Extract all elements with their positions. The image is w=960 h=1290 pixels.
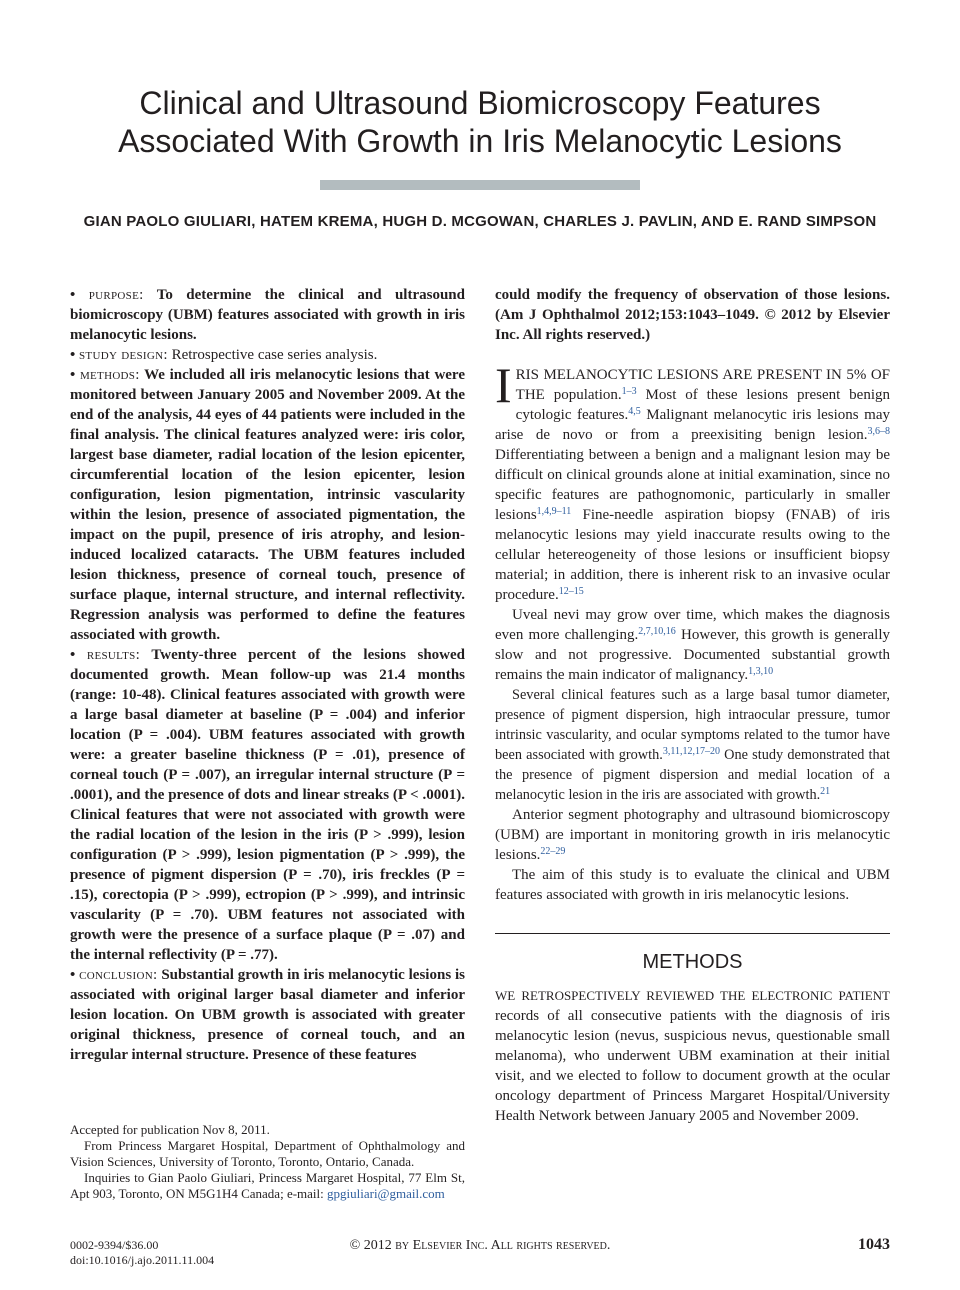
section-divider [495, 933, 890, 934]
intro-paragraph-4: Anterior segment photography and ultrasound biomicroscopy (UBM) are important in monitoring growth in iris melanocytic lesions.$^{22-29}$ [495, 807, 890, 863]
copyright-notice: © 2012 by Elsevier Inc. All rights reserved. [349, 1238, 611, 1253]
article-title: Clinical and Ultrasound Biomicroscopy Features Associated With Growth in Iris Melanocytic Lesions [118, 85, 842, 159]
intro-paragraph-1: IRIS MELANOCYTIC LESIONS ARE PRESENT IN 5% OF THE population.$^{1-3}$ Most of these lesions present benign cytologic features.$^{4,5}$ Malignant melanocytic iris lesions may arise de novo or from a preexisiting benign lesion.$^{3,6-8}$ Differentiating between a benign and a malignant lesion may be difficult on clinical grounds alone at initial examination, since no specific features are pathognomonic, particularly in smaller lesions$^{1,4,9-11}$ Fine-needle aspiration biopsy (FNAB) of iris melanocytic lesions may yield inaccurate results owing to the cellular hetereogeneity of those lesions or insufficient biopsy material; in addition, there is inherent risk to an invasive ocular procedure.$^{12-15}$ [495, 357, 891, 603]
drop-cap: I [495, 357, 512, 413]
intro-paragraph-2: Uveal nevi may grow over time, which makes the diagnosis even more challenging.$^{2,7,10,16}$ However, this growth is generally slow and not progressive. Documented substantial growth remains the main indicator of malignancy.$^{1,3,10}$ [495, 607, 890, 683]
abstract-study-design: • study design: Retrospective case series analysis. [70, 347, 378, 363]
citation[interactable]: 12–15 [558, 586, 584, 597]
abstract-conclusion: • conclusion: Substantial growth in iris melanocytic lesions is associated with original larger basal diameter and inferior lesion location. On UBM growth is associated with greater original thickness, presence of corneal touch, and an irregular internal structure. Presence of these features [70, 967, 466, 1063]
page-number: 1043 [858, 1236, 890, 1253]
abstract-methods: • methods: We included all iris melanocytic lesions that were monitored between January 2005 and November 2009. At the end of the analysis, 44 eyes of 44 patients were included in the final analysis. The clinical features analyzed were: iris color, largest base diameter, radial location of the lesion epicenter, circumferential location of the lesion epicenter, lesion configuration, lesion pigmentation, intrinsic vascularity within the lesion, presence of associated pigmentation, the impact on the pupil, presence of iris atrophy, and lesion-induced localized cataracts. The UBM features included lesion thickness, presence of corneal touch, presence of surface plaque, internal structure, and internal reflectivity. Regression analysis was performed to define the features associated with growth. [70, 367, 465, 643]
issn: 0002-9394/$36.00 [70, 1238, 159, 1252]
abstract-conclusion-continued: could modify the frequency of observation of those lesions. (Am J Ophthalmol 2012;153:1043–1049. © 2012 by Elsevier Inc. All rights reserved.) [495, 287, 890, 343]
abstract-purpose: • purpose: To determine the clinical and ultrasound biomicroscopy (UBM) features associated with growth in iris melanocytic lesions. [70, 287, 465, 343]
title-divider [320, 180, 640, 190]
article-footnote [70, 1122, 465, 1202]
citation[interactable]: 4,5 [628, 406, 641, 417]
correspondence: Inquiries to Gian Paolo Giuliari, Princess Margaret Hospital, 77 Elm St, Apt 903, Toronto, ON M5G1H4 Canada; e-mail: gpgiuliari@gmail.com [70, 1170, 465, 1201]
citation[interactable]: 21 [820, 786, 831, 797]
affiliation: From Princess Margaret Hospital, Department of Ophthalmology and Vision Sciences, University of Toronto, Toronto, Ontario, Canada. [70, 1138, 465, 1169]
methods-paragraph: WE RETROSPECTIVELY REVIEWED THE ELECTRONIC PATIENT records of all consecutive patients with the diagnosis of iris melanocytic lesion (nevus, suspicious nevus, questionable small melanoma), who underwent UBM examination at their initial visit, and we elected to follow to document growth at the ocular oncology department of Princess Margaret Hospital/University Health Network between January 2005 and November 2009. [495, 988, 890, 1124]
accepted-date: Accepted for publication Nov 8, 2011. [70, 1122, 270, 1137]
right-column [495, 285, 890, 1126]
citation[interactable]: 3,6–8 [867, 426, 890, 437]
methods-body [495, 986, 890, 1126]
doi: doi:10.1016/j.ajo.2011.11.004 [70, 1253, 215, 1267]
abstract-left-column [70, 285, 465, 1065]
citation[interactable]: 2,7,10,16 [638, 626, 676, 637]
intro-paragraph-3: Several clinical features such as a large basal tumor diameter, presence of pigment dispersion, high intraocular pressure, tumor intrinsic vascularity, and ocular symptoms related to the tumor have been associated with growth.$^{3,11,12,17-20}$ One study demonstrated that the presence of pigment dispersion and medial location of a melanocytic lesion in the iris are associated with growth.$^{21}$ [495, 687, 890, 803]
abstract-results: • results: Twenty-three percent of the lesions showed documented growth. Mean follow-up was 21.4 months (range: 10-48). Clinical features associated with growth were a large basal diameter at baseline (P = .004) and inferior location (P = .004). UBM features associated with growth were: a greater baseline thickness (P = .01), presence of corneal touch (P = .007), an irregular internal structure (P = .0001), and the presence of dots and linear streaks (P < .0001). Clinical features that were not associated with growth were the radial location of the lesion in the iris (P > .999), lesion configuration (P > .999), lesion pigmentation (P > .999), the presence of pigment dispersion (P = .70), iris freckles (P = .15), corectopia (P > .999), ectropion (P > .999), and intrinsic vascularity (P = .70). UBM features not associated with growth were the presence of a surface plaque (P = .07) and the internal reflectivity (P = .77). [70, 647, 465, 963]
methods-heading: METHODS [642, 951, 743, 973]
intro-paragraph-5: The aim of this study is to evaluate the clinical and UBM features associated with growth in iris melanocytic lesions. [495, 867, 890, 903]
citation[interactable]: 1–3 [621, 386, 637, 397]
citation[interactable]: 3,11,12,17–20 [662, 746, 720, 757]
email-link[interactable]: gpgiuliari@gmail.com [327, 1186, 445, 1201]
introduction [495, 357, 891, 905]
citation[interactable]: 22–29 [540, 846, 566, 857]
citation[interactable]: 1,3,10 [748, 666, 774, 677]
author-list: GIAN PAOLO GIULIARI, HATEM KREMA, HUGH D. MCGOWAN, CHARLES J. PAVLIN, AND E. RAND SIMPSON [83, 213, 877, 230]
citation[interactable]: 1,4,9–11 [536, 506, 572, 517]
